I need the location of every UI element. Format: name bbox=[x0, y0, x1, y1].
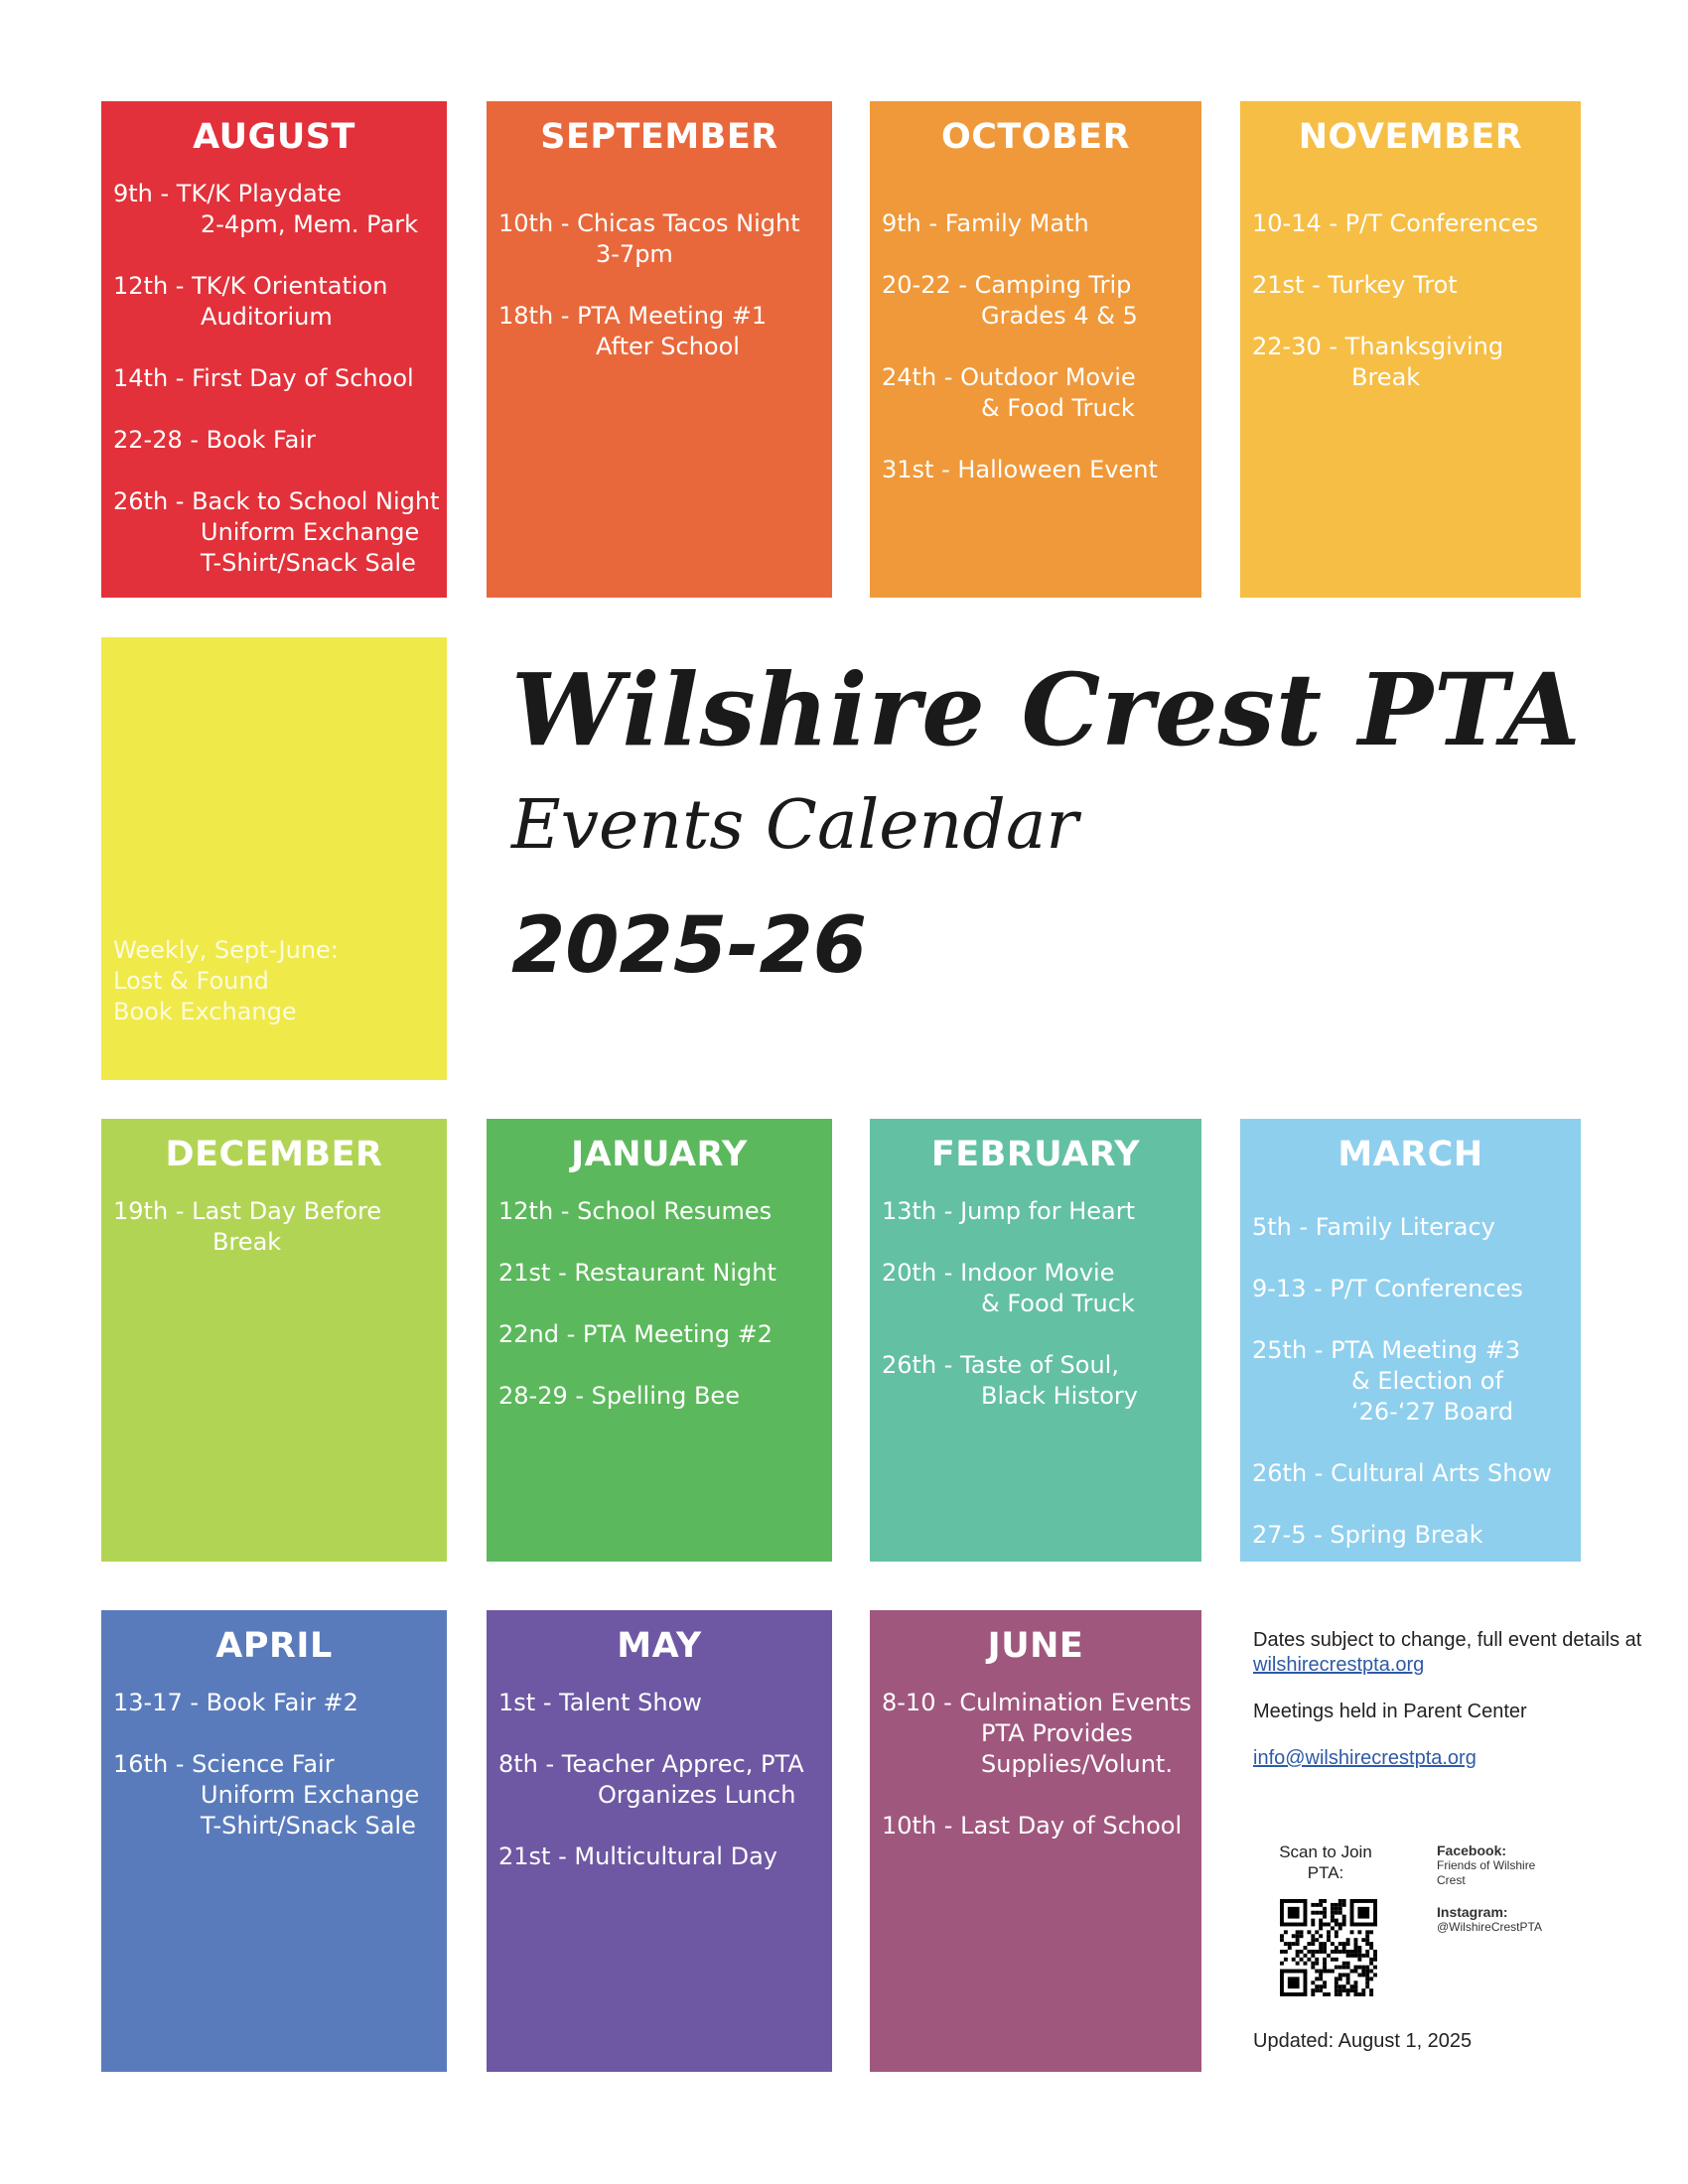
event-item bbox=[1252, 1212, 1581, 1243]
calendar-subtitle: Events Calendar bbox=[511, 786, 1078, 865]
event-item bbox=[882, 270, 1201, 332]
event-item bbox=[113, 486, 447, 579]
event-detail: Auditorium bbox=[201, 303, 333, 331]
event-date-title: 21st - Multicultural Day bbox=[498, 1843, 777, 1870]
instagram-label: Instagram: bbox=[1437, 1904, 1508, 1920]
event-detail: Uniform Exchange bbox=[201, 518, 420, 546]
event-item bbox=[1252, 1335, 1581, 1428]
weekly-note-line: Book Exchange bbox=[113, 998, 297, 1025]
month-card-june bbox=[870, 1610, 1201, 2072]
month-card-weekly bbox=[101, 637, 447, 1080]
event-item bbox=[1252, 1458, 1581, 1489]
month-heading: APRIL bbox=[215, 1626, 333, 1666]
event-item bbox=[498, 208, 832, 270]
event-date-title: 22nd - PTA Meeting #2 bbox=[498, 1320, 773, 1348]
event-date-title: 16th - Science Fair bbox=[113, 1750, 335, 1778]
event-date-title: 12th - School Resumes bbox=[498, 1197, 773, 1225]
event-date-title: 13-17 - Book Fair #2 bbox=[113, 1689, 358, 1716]
event-detail: & Food Truck bbox=[981, 394, 1135, 422]
event-date-title: 13th - Jump for Heart bbox=[882, 1197, 1136, 1225]
event-item bbox=[498, 1196, 832, 1227]
social-links bbox=[1437, 1843, 1635, 1935]
event-date-title: 19th - Last Day Before bbox=[113, 1197, 382, 1225]
pta-title: Wilshire Crest PTA bbox=[511, 651, 1582, 768]
month-heading: FEBRUARY bbox=[930, 1135, 1141, 1174]
month-heading: JANUARY bbox=[571, 1135, 748, 1174]
month-card-october bbox=[870, 101, 1201, 598]
month-heading: DECEMBER bbox=[165, 1135, 383, 1174]
event-item bbox=[882, 1811, 1201, 1842]
event-date-title: 20-22 - Camping Trip bbox=[882, 271, 1132, 299]
month-card-may bbox=[487, 1610, 832, 2072]
event-item bbox=[882, 1350, 1201, 1412]
event-date-title: 10-14 - P/T Conferences bbox=[1252, 209, 1539, 237]
event-item bbox=[113, 1196, 447, 1258]
event-detail: After School bbox=[596, 333, 740, 360]
event-item bbox=[498, 1319, 832, 1350]
event-date-title: 9th - TK/K Playdate bbox=[113, 180, 342, 207]
event-item bbox=[498, 1688, 832, 1718]
event-item bbox=[113, 179, 447, 240]
event-item bbox=[1252, 1520, 1581, 1551]
facebook-handle: Friends of Wilshire Crest bbox=[1437, 1858, 1536, 1887]
event-detail: Organizes Lunch bbox=[598, 1781, 796, 1809]
event-item bbox=[1252, 332, 1581, 393]
month-card-march bbox=[1240, 1119, 1581, 1562]
event-item bbox=[113, 1749, 447, 1842]
facebook-label: Facebook: bbox=[1437, 1843, 1507, 1858]
dates-note: Dates subject to change, full event details at wilshirecrestpta.org bbox=[1253, 1629, 1642, 1676]
event-item bbox=[498, 301, 832, 362]
month-heading: NOVEMBER bbox=[1298, 117, 1523, 157]
event-date-title: 9-13 - P/T Conferences bbox=[1252, 1275, 1523, 1302]
event-item bbox=[498, 1749, 832, 1811]
month-heading: SEPTEMBER bbox=[540, 117, 778, 157]
month-heading: MARCH bbox=[1337, 1135, 1483, 1174]
event-date-title: 22-28 - Book Fair bbox=[113, 426, 316, 454]
event-detail: Black History bbox=[981, 1382, 1138, 1410]
info-panel bbox=[1253, 1628, 1650, 1793]
weekly-note bbox=[113, 935, 339, 1027]
updated-date: Updated: August 1, 2025 bbox=[1253, 2030, 1473, 2052]
event-date-title: 20th - Indoor Movie bbox=[882, 1259, 1115, 1287]
event-item bbox=[1252, 270, 1581, 301]
weekly-note-line: Weekly, Sept-June: bbox=[113, 936, 339, 964]
event-item bbox=[882, 208, 1201, 239]
qr-code-icon bbox=[1280, 1899, 1377, 1996]
event-date-title: 14th - First Day of School bbox=[113, 364, 414, 392]
event-item bbox=[882, 362, 1201, 424]
event-item bbox=[1252, 1274, 1581, 1304]
event-item bbox=[498, 1842, 832, 1872]
month-card-august bbox=[101, 101, 447, 598]
month-card-december bbox=[101, 1119, 447, 1562]
month-heading: AUGUST bbox=[193, 117, 355, 157]
event-detail: Break bbox=[1351, 363, 1421, 391]
event-item bbox=[113, 363, 447, 394]
event-date-title: 18th - PTA Meeting #1 bbox=[498, 302, 768, 330]
month-card-february bbox=[870, 1119, 1201, 1562]
event-date-title: 21st - Restaurant Night bbox=[498, 1259, 776, 1287]
website-link[interactable]: wilshirecrestpta.org bbox=[1253, 1654, 1425, 1676]
event-date-title: 12th - TK/K Orientation bbox=[113, 272, 388, 300]
event-date-title: 25th - PTA Meeting #3 bbox=[1252, 1336, 1521, 1364]
month-card-april bbox=[101, 1610, 447, 2072]
month-heading: JUNE bbox=[987, 1626, 1084, 1666]
event-item bbox=[113, 1688, 447, 1718]
event-date-title: 8-10 - Culmination Events bbox=[882, 1689, 1192, 1716]
event-detail: Grades 4 & 5 bbox=[981, 302, 1138, 330]
month-card-september bbox=[487, 101, 832, 598]
event-item bbox=[882, 455, 1201, 485]
event-date-title: 5th - Family Literacy bbox=[1252, 1213, 1495, 1241]
event-date-title: 27-5 - Spring Break bbox=[1252, 1521, 1483, 1549]
month-heading: MAY bbox=[617, 1626, 702, 1666]
event-detail: & Election of bbox=[1351, 1367, 1503, 1395]
month-card-november bbox=[1240, 101, 1581, 598]
event-date-title: 31st - Halloween Event bbox=[882, 456, 1158, 483]
event-detail: 3-7pm bbox=[596, 240, 673, 268]
event-date-title: 8th - Teacher Apprec, PTA bbox=[498, 1750, 804, 1778]
event-date-title: 1st - Talent Show bbox=[498, 1689, 702, 1716]
school-year: 2025-26 bbox=[511, 901, 868, 991]
event-item bbox=[113, 271, 447, 333]
event-date-title: 24th - Outdoor Movie bbox=[882, 363, 1136, 391]
event-date-title: 21st - Turkey Trot bbox=[1252, 271, 1458, 299]
weekly-note-line: Lost & Found bbox=[113, 967, 269, 995]
event-item bbox=[498, 1258, 832, 1289]
meetings-note: Meetings held in Parent Center bbox=[1253, 1701, 1527, 1722]
email-link[interactable]: info@wilshirecrestpta.org bbox=[1253, 1747, 1477, 1769]
event-date-title: 26th - Cultural Arts Show bbox=[1252, 1459, 1552, 1487]
event-item bbox=[882, 1196, 1201, 1227]
month-card-january bbox=[487, 1119, 832, 1562]
title-block bbox=[511, 651, 1582, 991]
event-detail: ‘26-‘27 Board bbox=[1351, 1398, 1514, 1426]
event-item bbox=[882, 1688, 1201, 1780]
event-detail: T-Shirt/Snack Sale bbox=[201, 549, 416, 577]
month-heading: OCTOBER bbox=[940, 117, 1131, 157]
event-date-title: 10th - Last Day of School bbox=[882, 1812, 1183, 1840]
event-detail: 2-4pm, Mem. Park bbox=[201, 210, 419, 238]
event-detail: & Food Truck bbox=[981, 1290, 1135, 1317]
event-item bbox=[498, 1381, 832, 1412]
event-item bbox=[1252, 208, 1581, 239]
event-date-title: 26th - Back to School Night bbox=[113, 487, 440, 515]
event-item bbox=[113, 425, 447, 456]
event-detail: PTA Provides bbox=[981, 1719, 1133, 1747]
event-date-title: 9th - Family Math bbox=[882, 209, 1089, 237]
scan-label: Scan to Join PTA: bbox=[1279, 1843, 1372, 1882]
instagram-handle: @WilshireCrestPTA bbox=[1437, 1920, 1542, 1934]
event-detail: T-Shirt/Snack Sale bbox=[201, 1812, 416, 1840]
event-date-title: 10th - Chicas Tacos Night bbox=[498, 209, 800, 237]
event-detail: Break bbox=[212, 1228, 282, 1256]
event-detail: Uniform Exchange bbox=[201, 1781, 420, 1809]
qr-code[interactable] bbox=[1280, 1899, 1377, 2000]
event-date-title: 22-30 - Thanksgiving bbox=[1252, 333, 1504, 360]
event-date-title: 26th - Taste of Soul, bbox=[882, 1351, 1119, 1379]
event-item bbox=[882, 1258, 1201, 1319]
event-date-title: 28-29 - Spelling Bee bbox=[498, 1382, 740, 1410]
event-detail: Supplies/Volunt. bbox=[981, 1750, 1173, 1778]
